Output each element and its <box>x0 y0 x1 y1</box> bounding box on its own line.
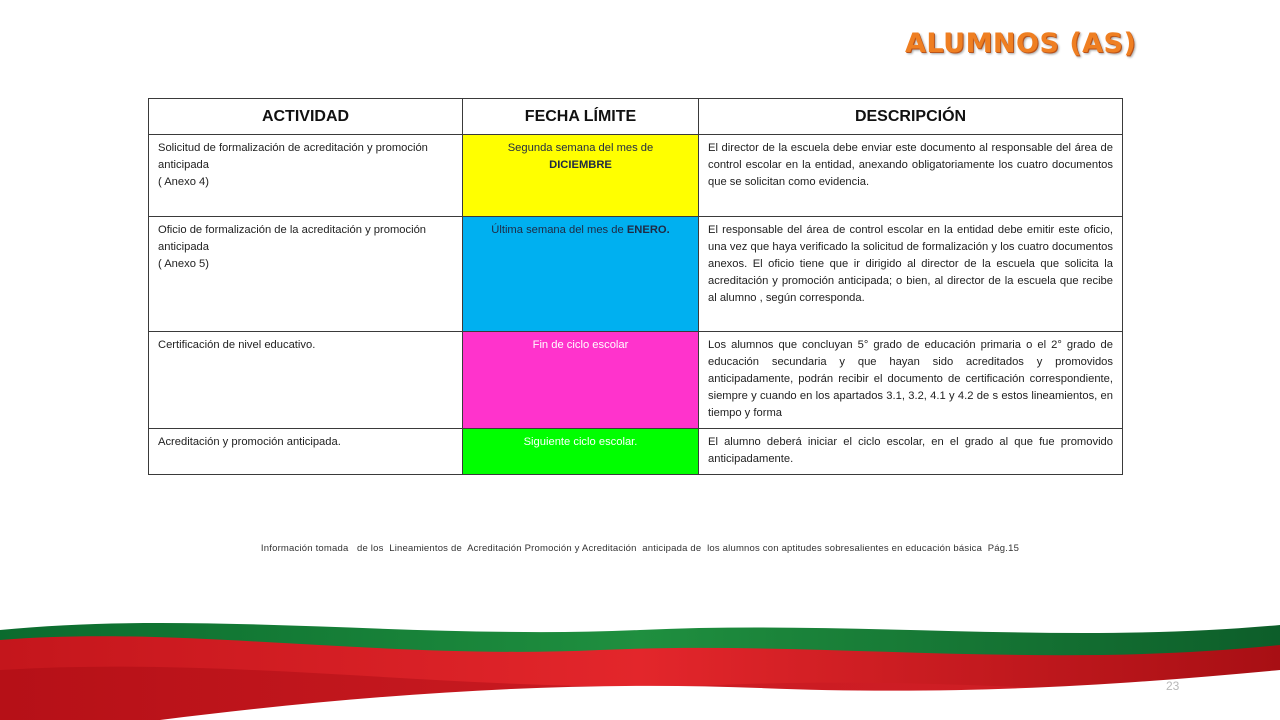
page-number: 23 <box>1166 679 1180 693</box>
deadline-cell <box>463 217 699 332</box>
description-cell <box>699 135 1123 217</box>
decorative-ribbons <box>0 600 1280 720</box>
description-text: El responsable del área de control escolar en la entidad debe emitir este oficio, una vez que haya verificado la solicitud de formalización y los cuatro documentos anexos. El oficio tiene que ir dirigido al director de la escuela que solicita la acreditación y promoción anticipada; o bien, al director de la escuela que recibe al alumno , según corresponda. <box>708 224 1113 304</box>
activity-cell <box>149 217 463 332</box>
activity-cell <box>149 135 463 217</box>
deadline-text: Última semana del mes de <box>491 224 627 236</box>
activity-text: Acreditación y promoción anticipada. <box>158 436 341 448</box>
deadline-text: Fin de ciclo escolar <box>532 339 629 351</box>
header-deadline: FECHA LÍMITE <box>463 99 699 135</box>
activity-cell <box>149 332 463 429</box>
header-description: DESCRIPCIÓN <box>699 99 1123 135</box>
header-activity: ACTIVIDAD <box>149 99 463 135</box>
description-text: El director de la escuela debe enviar este documento al responsable del área de control escolar en la entidad, anexando obligatoriamente los cuatro documentos que se solicitan como evidencia. <box>708 142 1113 188</box>
table-header-row <box>149 99 1123 135</box>
table-row <box>149 217 1123 332</box>
table-row <box>149 429 1123 475</box>
description-cell <box>699 429 1123 475</box>
table-row <box>149 135 1123 217</box>
description-text: El alumno deberá iniciar el ciclo escolar, en el grado al que fue promovido anticipadamente. <box>708 436 1113 465</box>
deadline-text: Siguiente ciclo escolar. <box>523 436 638 448</box>
slide-title: ALUMNOS (AS) <box>905 28 1137 59</box>
activity-text: Solicitud de formalización de acreditación y promoción anticipada ( Anexo 4) <box>158 142 428 188</box>
description-text: Los alumnos que concluyan 5° grado de educación primaria o el 2° grado de educación secundaria y que hayan sido acreditados y promovidos anticipadamente, podrán recibir el documento de certificación correspondiente, siempre y cuando en los apartados 3.1, 3.2, 4.1 y 4.2 de s estos lineamientos, en tiempo y forma <box>708 339 1113 419</box>
description-cell <box>699 332 1123 429</box>
source-footnote: Información tomada de los Lineamientos de Acreditación Promoción y Acreditación anticipada de los alumnos con aptitudes sobresalientes en educación básica Pág.15 <box>260 543 1020 554</box>
activity-cell <box>149 429 463 475</box>
deadline-highlight: DICIEMBRE <box>549 159 612 171</box>
description-cell <box>699 217 1123 332</box>
deadline-highlight: ENERO. <box>626 224 670 236</box>
table-row <box>149 332 1123 429</box>
schedule-table <box>148 98 1123 475</box>
activity-text: Certificación de nivel educativo. <box>158 339 316 351</box>
deadline-cell <box>463 135 699 217</box>
deadline-cell <box>463 332 699 429</box>
deadline-cell <box>463 429 699 475</box>
deadline-text: Segunda semana del mes de <box>507 142 654 154</box>
activity-text: Oficio de formalización de la acreditación y promoción anticipada ( Anexo 5) <box>158 224 427 270</box>
